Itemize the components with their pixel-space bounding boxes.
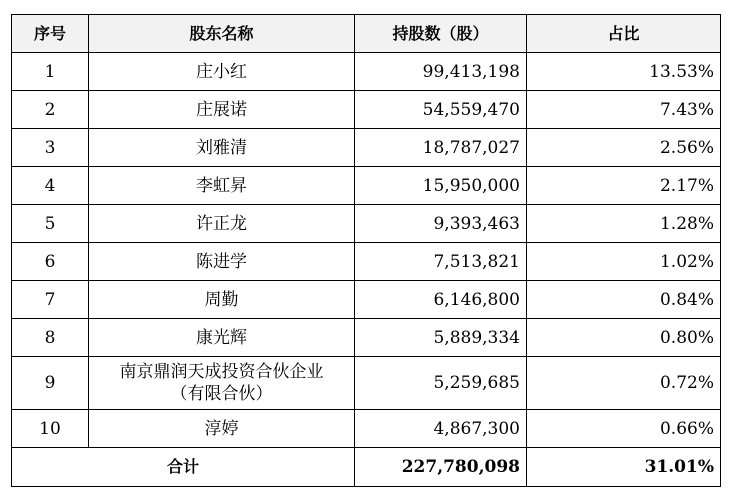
row-index: 3 [12,129,89,167]
row-shares: 4,867,300 [355,410,527,448]
row-name: 康光辉 [89,319,355,357]
table-row [12,319,721,357]
table-row [12,410,721,448]
row-ratio: 1.02% [527,243,721,281]
row-name: 李虹昇 [89,167,355,205]
header-shares: 持股数（股） [355,15,527,53]
row-ratio: 2.17% [527,167,721,205]
table-row [12,91,721,129]
table-row [12,357,721,410]
row-name-line-1: 南京鼎润天成投资合伙企业 [119,362,324,382]
table-header [12,15,721,53]
table-body [12,53,721,448]
row-name: 庄小红 [89,53,355,91]
row-index: 7 [12,281,89,319]
row-shares: 18,787,027 [355,129,527,167]
row-ratio: 13.53% [527,53,721,91]
row-index: 5 [12,205,89,243]
row-index: 4 [12,167,89,205]
header-row [12,15,721,53]
row-name [89,357,355,410]
row-ratio: 2.56% [527,129,721,167]
total-row [12,448,721,487]
row-shares: 15,950,000 [355,167,527,205]
row-shares: 6,146,800 [355,281,527,319]
row-index: 9 [12,357,89,410]
row-index: 6 [12,243,89,281]
row-ratio: 0.72% [527,357,721,410]
table-row [12,167,721,205]
row-shares: 54,559,470 [355,91,527,129]
row-ratio: 7.43% [527,91,721,129]
header-name: 股东名称 [89,15,355,53]
shareholder-table [11,14,721,487]
row-index: 1 [12,53,89,91]
row-name-line-2: （有限合伙） [170,384,273,404]
row-name: 许正龙 [89,205,355,243]
table-row [12,281,721,319]
row-name: 周勤 [89,281,355,319]
row-shares: 99,413,198 [355,53,527,91]
header-ratio: 占比 [527,15,721,53]
row-shares: 5,889,334 [355,319,527,357]
total-ratio: 31.01% [527,448,721,487]
row-name: 陈进学 [89,243,355,281]
total-shares: 227,780,098 [355,448,527,487]
table-row [12,53,721,91]
row-name: 庄展诺 [89,91,355,129]
row-ratio: 0.66% [527,410,721,448]
row-index: 8 [12,319,89,357]
row-name: 刘雅清 [89,129,355,167]
row-index: 10 [12,410,89,448]
row-ratio: 0.84% [527,281,721,319]
table-row [12,129,721,167]
row-ratio: 0.80% [527,319,721,357]
table-row [12,243,721,281]
total-label: 合计 [12,448,355,487]
table-footer [12,448,721,487]
row-ratio: 1.28% [527,205,721,243]
row-shares: 5,259,685 [355,357,527,410]
row-index: 2 [12,91,89,129]
row-name: 淳婷 [89,410,355,448]
table-row [12,205,721,243]
row-shares: 9,393,463 [355,205,527,243]
row-shares: 7,513,821 [355,243,527,281]
header-index: 序号 [12,15,89,53]
